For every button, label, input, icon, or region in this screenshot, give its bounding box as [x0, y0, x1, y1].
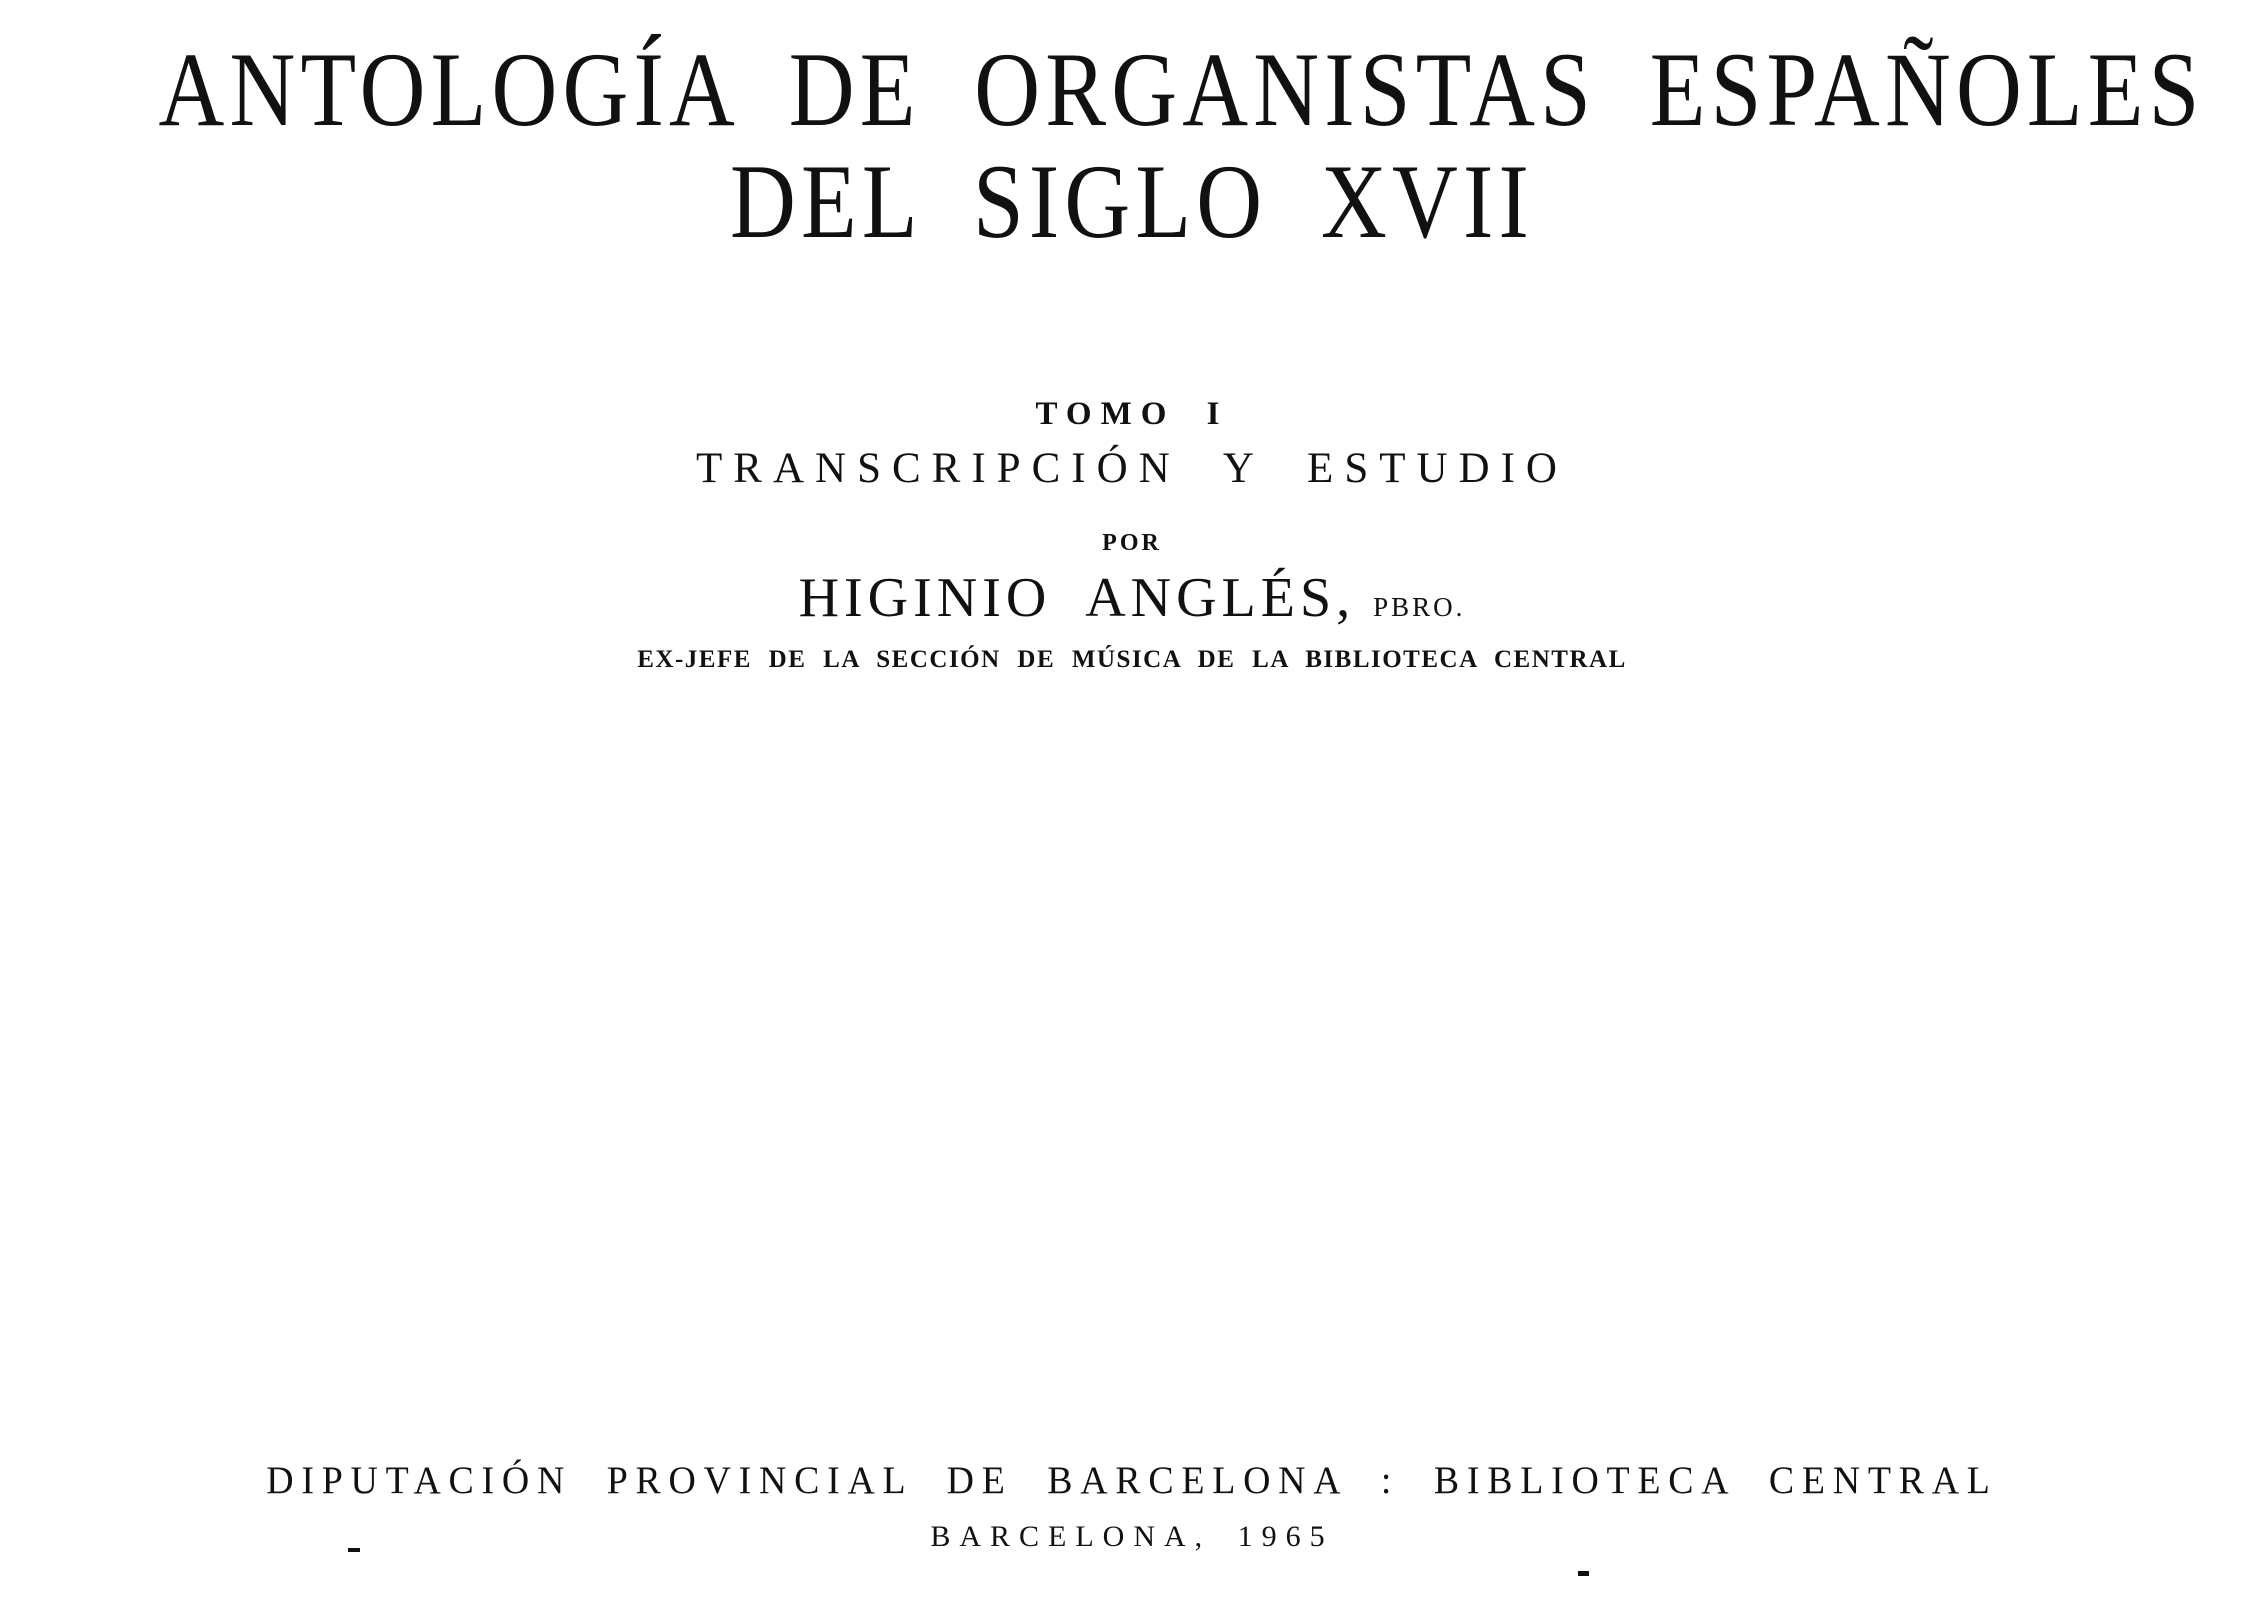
- author-role: EX-JEFE DE LA SECCIÓN DE MÚSICA DE LA BIBLIOTECA CENTRAL: [637, 646, 1627, 673]
- publisher-line: DIPUTACIÓN PROVINCIAL DE BARCELONA : BIBLIOTECA CENTRAL: [266, 1459, 1998, 1502]
- subtitle: TRANSCRIPCIÓN Y ESTUDIO: [696, 445, 1568, 492]
- scan-speck-left: [348, 1548, 360, 1552]
- volume-label: TOMO I: [1035, 396, 1229, 432]
- byline-prefix: POR: [1102, 530, 1162, 556]
- book-title: [158, 31, 2205, 260]
- book-title-line2: DEL SIGLO XVII: [729, 143, 1535, 260]
- scan-speck-right: [1578, 1571, 1589, 1576]
- author-name: HIGINIO ANGLÉS,: [798, 567, 1356, 629]
- author-title: PBRO.: [1373, 592, 1466, 622]
- book-title-line1: ANTOLOGÍA DE ORGANISTAS ESPAÑOLES: [158, 31, 2205, 148]
- imprint-line: BARCELONA, 1965: [930, 1520, 1334, 1553]
- author-line: [0, 566, 2264, 630]
